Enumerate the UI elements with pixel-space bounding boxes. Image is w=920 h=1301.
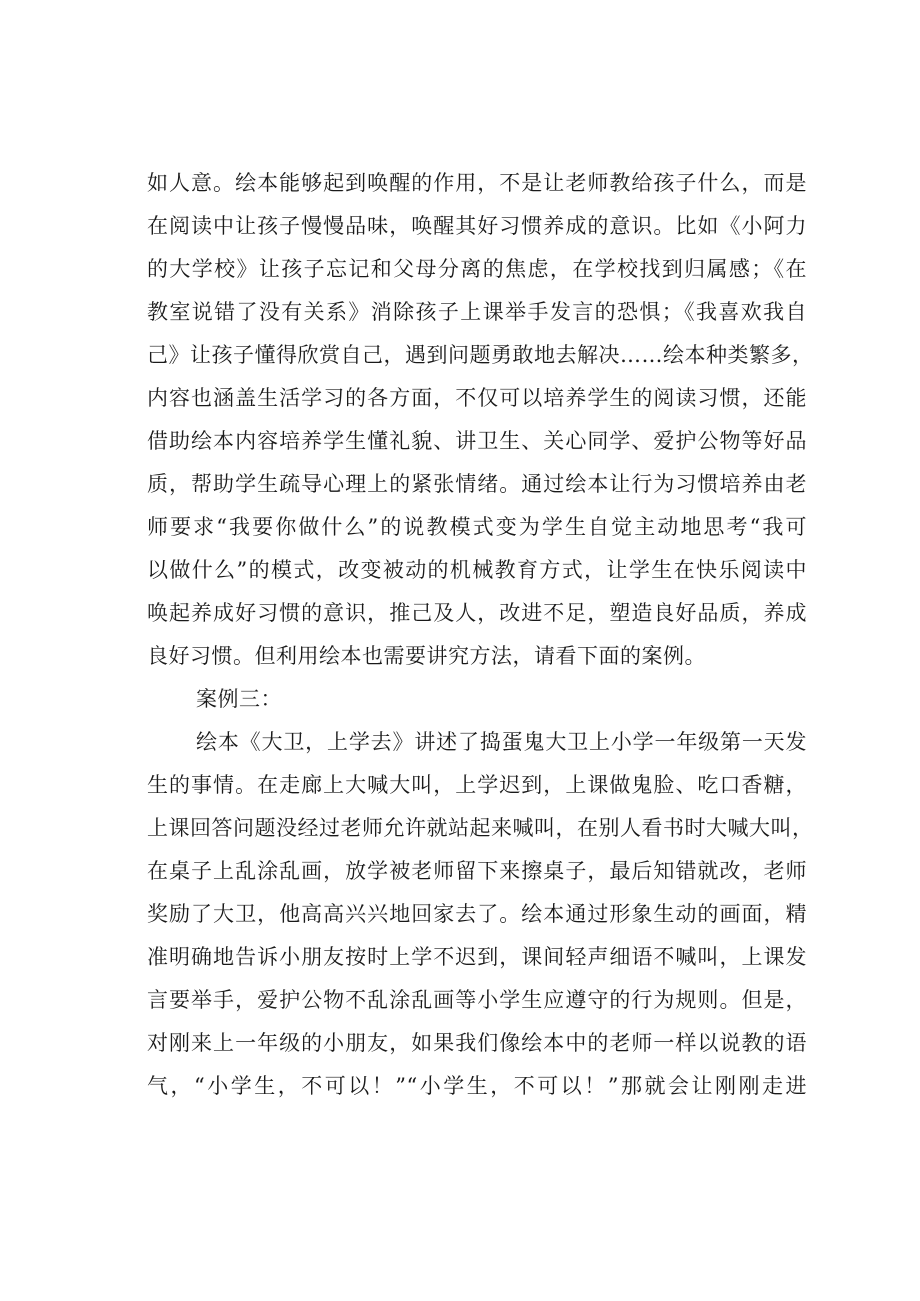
paragraph-line: 在桌子上乱涂乱画，放学被老师留下来擦桌子，最后知错就改，老师 [147, 859, 807, 883]
paragraph-line: 言要举手，爱护公物不乱涂乱画等小学生应遵守的行为规则。但是， [147, 988, 807, 1012]
paragraph-line: 如人意。绘本能够起到唤醒的作用，不是让老师教给孩子什么，而是 [147, 171, 807, 195]
paragraph-line: 借助绘本内容培养学生懂礼貌、讲卫生、关心同学、爱护公物等好品 [147, 429, 807, 453]
paragraph-line: 内容也涵盖生活学习的各方面，不仅可以培养学生的阅读习惯，还能 [147, 386, 807, 410]
paragraph-line: 奖励了大卫，他高高兴兴地回家去了。绘本通过形象生动的画面，精 [147, 902, 807, 926]
paragraph-line: 教室说错了没有关系》消除孩子上课举手发言的恐惧；《我喜欢我自 [147, 300, 807, 324]
paragraph-line: 上课回答问题没经过老师允许就站起来喊叫，在别人看书时大喊大叫， [147, 816, 814, 840]
paragraph-line: 唤起养成好习惯的意识，推己及人，改进不足，塑造良好品质，养成 [147, 601, 807, 625]
paragraph-line: 质，帮助学生疏导心理上的紧张情绪。通过绘本让行为习惯培养由老 [147, 472, 807, 496]
paragraph-line: 师要求“我要你做什么”的说教模式变为学生自觉主动地思考“我可 [147, 515, 807, 539]
paragraph-line: 良好习惯。但利用绘本也需要讲究方法，请看下面的案例。 [147, 644, 706, 668]
paragraph-line: 以做什么”的模式，改变被动的机械教育方式，让学生在快乐阅读中 [147, 558, 807, 582]
paragraph-line: 生的事情。在走廊上大喊大叫，上学迟到，上课做鬼脸、吃口香糖， [147, 773, 807, 797]
paragraph-line: 绘本《大卫，上学去》讲述了捣蛋鬼大卫上小学一年级第一天发 [196, 730, 807, 754]
paragraph-line: 准明确地告诉小朋友按时上学不迟到，课间轻声细语不喊叫，上课发 [147, 945, 807, 969]
case-heading: 案例三： [196, 687, 282, 711]
paragraph-line: 对刚来上一年级的小朋友，如果我们像绘本中的老师一样以说教的语 [147, 1031, 807, 1055]
paragraph-line: 的大学校》让孩子忘记和父母分离的焦虑，在学校找到归属感；《在 [147, 257, 807, 281]
paragraph-line: 在阅读中让孩子慢慢品味，唤醒其好习惯养成的意识。比如《小阿力 [147, 214, 807, 238]
paragraph-line: 气，“小学生，不可以！”“小学生，不可以！”那就会让刚刚走进 [147, 1074, 807, 1098]
paragraph-line: 己》让孩子懂得欣赏自己，遇到问题勇敢地去解决……绘本种类繁多， [147, 343, 814, 367]
